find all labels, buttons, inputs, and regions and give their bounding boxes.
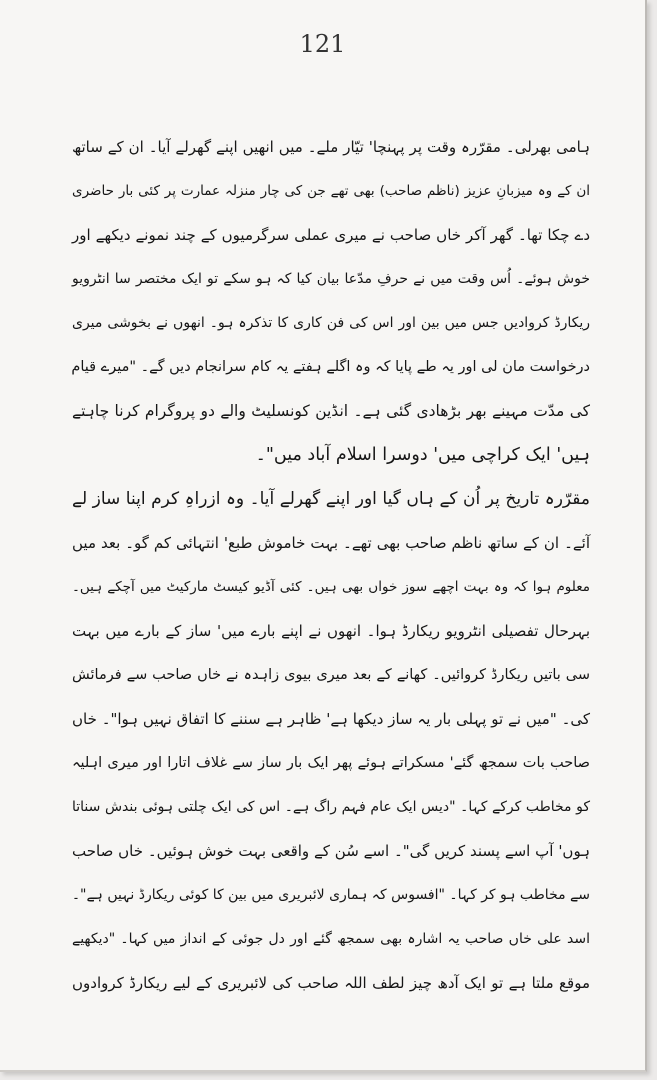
text-line: آئے۔ ان کے ساتھ ناظم صاحب بھی تھے۔ بہت خاموش طبع' انتہائی کم گو۔ بعد میں <box>72 534 590 552</box>
text-line: کی مدّت مہینے بھر بڑھادی گئی ہے۔ انڈین کونسلیٹ والے دو پروگرام کرنا چاہتے <box>72 402 590 420</box>
text-line: صاحب بات سمجھ گئے' مسکراتے ہوئے پھر ایک بار ساز سے غلاف اتارا اور میری اہلیہ <box>72 755 590 771</box>
text-line: کو مخاطب کرکے کہا۔ "دیس ایک عام فہم راگ ہے۔ اس کی ایک چلتی ہوئی بندش سناتا <box>72 799 590 815</box>
text-line: درخواست مان لی اور یہ طے پایا کہ وہ اگلے ہفتے یہ کام سرانجام دیں گے۔ "میرے قیام <box>71 359 590 375</box>
text-line: ان کے وہ میزبانِ عزیز (ناظم صاحب) بھی تھے جن کی چار منزلہ عمارت پر کئی بار حاضری <box>72 183 590 199</box>
page-number: 121 <box>299 30 346 58</box>
text-line: سے مخاطب ہو کر کہا۔ "افسوس کہ ہماری لائبریری میں بین کا کوئی ریکارڈ نہیں ہے"۔ <box>71 887 590 903</box>
text-line: اسد علی خاں صاحب یہ اشارہ بھی سمجھ گئے اور دل جوئی کے انداز میں کہا۔ "دیکھیے <box>72 931 590 947</box>
text-line: ریکارڈ کروادیں جس میں بین اور اس کی فن کاری کا تذکرہ ہو۔ انھوں نے بخوشی میری <box>72 315 590 331</box>
text-line: کی۔ "میں نے تو پہلی بار یہ ساز دیکھا ہے' ظاہر ہے سننے کا اتفاق نہیں ہوا"۔ خاں <box>72 710 590 728</box>
text-line: ہیں' ایک کراچی میں' دوسرا اسلام آباد میں"۔ <box>255 445 590 465</box>
text-line: بہرحال تفصیلی انٹرویو ریکارڈ ہوا۔ انھوں نے اپنے بارے میں' ساز کے بارے میں بہت <box>72 622 590 640</box>
text-line: ہامی بھرلی۔ مقرّرہ وقت پر پہنچا' تیّار ملے۔ میں انھیں اپنے گھرلے آیا۔ ان کے ساتھ <box>72 138 590 156</box>
text-line: سی باتیں ریکارڈ کروائیں۔ کھانے کے بعد میری بیوی زاہدہ نے خاں صاحب سے فرمائش <box>72 667 590 683</box>
text-line: دے چکا تھا۔ گھر آکر خاں صاحب نے میری عملی سرگرمیوں کے چند نمونے دیکھے اور <box>72 226 590 244</box>
text-line: موقع ملتا ہے تو ایک آدھ چیز لطف اللہ صاحب کی لائبریری کے لیے ریکارڈ کروادوں <box>72 974 590 992</box>
text-body <box>72 125 590 1005</box>
text-line: خوش ہوئے۔ اُس وقت میں نے حرفِ مدّعا بیان کیا کہ ہو سکے تو ایک مختصر سا انٹرویو <box>72 271 590 287</box>
text-line: ہوں' آپ اسے پسند کریں گی"۔ اسے سُن کے واقعی بہت خوش ہوئیں۔ خاں صاحب <box>72 842 590 860</box>
text-line: مقرّرہ تاریخ پر اُن کے ہاں گیا اور اپنے گھرلے آیا۔ وہ ازراہِ کرم اپنا ساز لے <box>72 489 590 509</box>
text-line: معلوم ہوا کہ وہ بہت اچھے سوز خواں بھی ہیں۔ کئی آڈیو کیسٹ مارکیٹ میں آچکے ہیں۔ <box>72 579 590 595</box>
